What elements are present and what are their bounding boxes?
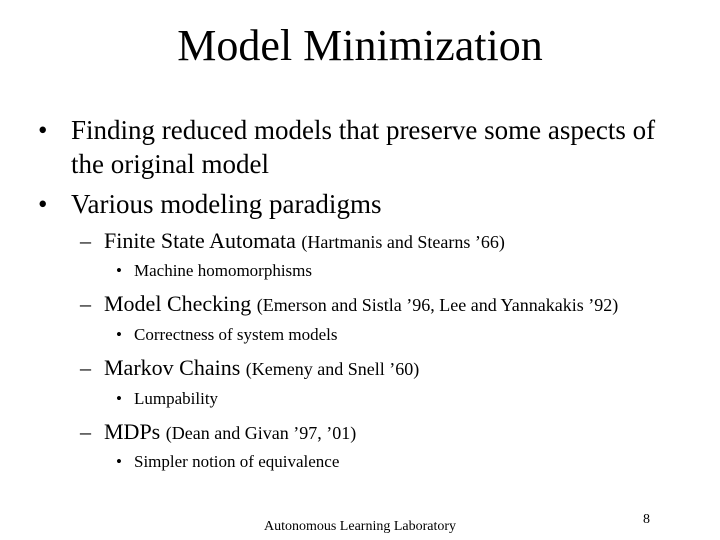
subitem-citation: (Dean and Givan ’97, ’01) [165, 423, 357, 443]
dash-marker: – [80, 419, 91, 444]
dash-marker: – [80, 228, 91, 253]
detail-text: Simpler notion of equivalence [134, 452, 340, 471]
detail-text: Machine homomorphisms [134, 261, 313, 280]
subitem-name: Markov Chains [104, 355, 241, 380]
footer-text: Autonomous Learning Laboratory [263, 519, 457, 534]
subitem-name: Model Checking [104, 291, 252, 316]
sub-bullet-marker: • [116, 325, 122, 344]
dash-marker: – [80, 291, 91, 316]
sub-bullet-marker: • [116, 261, 122, 280]
bullet-text: the original model [71, 149, 269, 179]
detail-text: Lumpability [134, 389, 219, 408]
subitem-citation: (Kemeny and Snell ’60) [245, 359, 420, 379]
subitem-citation: (Emerson and Sistla ’96, Lee and Yannakakis ’92) [256, 295, 619, 315]
bullet-marker: • [38, 189, 48, 219]
sub-bullet-marker: • [116, 389, 122, 408]
dash-marker: – [80, 355, 91, 380]
bullet-text: Various modeling paradigms [71, 189, 382, 219]
sub-bullet-marker: • [116, 452, 122, 471]
subitem-citation: (Hartmanis and Stearns ’66) [301, 232, 505, 252]
subitem-name: Finite State Automata [104, 228, 296, 253]
bullet-marker: • [38, 115, 48, 145]
subitem-name: MDPs [104, 419, 161, 444]
bullet-text: Finding reduced models that preserve some aspects of [71, 115, 656, 145]
page-title: Model Minimization [177, 21, 543, 70]
detail-text: Correctness of system models [134, 325, 338, 344]
page-number: 8 [643, 512, 650, 527]
